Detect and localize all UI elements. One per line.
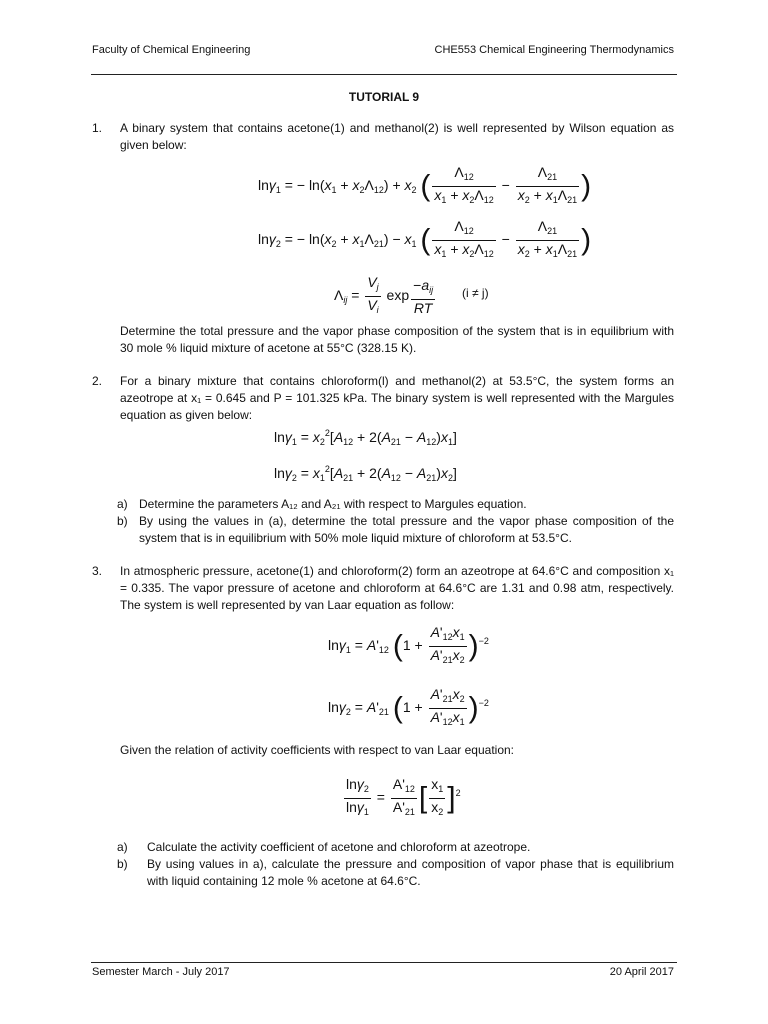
question-1-task: [92, 323, 674, 357]
header-faculty: Faculty of Chemical Engineering: [92, 44, 251, 56]
lambda-condition: (i ≠ j): [462, 286, 489, 300]
wilson-equation-1: lnγ$_1$ = − $\ln(x_1 + x_2\Lambda_{12}) + x_2$ ( $\frac{\Lambda_{12}}{x_1 + x_2\Lambda_{12}}$ − $\frac{\Lambda_{21}}{x_2 + x_1\Lambda_{21}}$ ): [258, 164, 592, 205]
question-2-item-b: [117, 513, 674, 547]
question-2: [92, 373, 674, 424]
wilson-lambda-definition: $\Lambda_{ij}$ = $\frac{V_j}{V_i}$ exp $\frac{-a_{ij}}{RT}$: [334, 274, 434, 316]
footer-rule: [91, 962, 677, 963]
question-number: 1.: [92, 121, 103, 135]
footer-date: 20 April 2017: [609, 966, 674, 978]
header-rule: [91, 74, 677, 75]
question-3-item-b: [117, 856, 674, 890]
margules-equation-1: $\ln\gamma_1 = x_2^2[A_{12} + 2(A_{21} - A_{12})x_1]$: [274, 428, 457, 447]
question-text: In atmospheric pressure, acetone(1) and chloroform(2) form an azeotrope at 64.6°C and composition x₁ = 0.335. The vapor pressure of acetone and chloroform at 64.6°C are 1.31 and 0.98 atm, respectively. The system is well represented by van Laar equation as follow:: [120, 564, 674, 612]
item-text: By using values in a), calculate the pressure and composition of vapor phase that is equilibrium with liquid containing 12 mole % acetone at 64.6°C.: [147, 857, 674, 888]
question-number: 3.: [92, 564, 103, 578]
question-task-text: Determine the total pressure and the vapor phase composition of the system that is in equilibrium with 30 mole % liquid mixture of acetone at 55°C (328.15 K).: [120, 324, 674, 355]
footer-semester: Semester March - July 2017: [92, 966, 230, 978]
page-footer: [92, 966, 674, 978]
question-number: 2.: [92, 374, 103, 388]
page-header: [92, 44, 674, 56]
item-label: b): [117, 514, 128, 528]
question-2-item-a: [117, 496, 674, 513]
van-laar-equation-1: $\ln\gamma_1 = A'_{12}$ (1 + $\frac{A'_{12}x_1}{A'_{21}x_2}$ )$^{-2}$: [328, 624, 489, 665]
item-text: Determine the parameters A₁₂ and A₂₁ with respect to Margules equation.: [139, 497, 527, 511]
page-title: TUTORIAL 9: [348, 90, 420, 104]
wilson-equation-2: lnγ$_2$ = − $\ln(x_2 + x_1\Lambda_{21}) - x_1$ ( $\frac{\Lambda_{12}}{x_1 + x_2\Lambda_{12}}$ − $\frac{\Lambda_{21}}{x_2 + x_1\Lambda_{21}}$ ): [258, 218, 592, 259]
item-label: a): [117, 497, 128, 511]
question-1: [92, 120, 674, 154]
question-text: For a binary mixture that contains chloroform(l) and methanol(2) at 53.5°C, the system forms an azeotrope at x₁ = 0.645 and P = 101.325 kPa. The binary system is well represented with the Margules equation as given below:: [120, 374, 674, 422]
van-laar-ratio-equation: $\frac{\ln\gamma_2}{\ln\gamma_1}$ = $\frac{A'_{12}}{A'_{21}}$ [ $\frac{x_1}{x_2}$ ]$^2$: [346, 776, 461, 817]
question-3-relation: [92, 742, 674, 759]
question-3: [92, 563, 674, 614]
margules-equation-2: $\ln\gamma_2 = x_1^2[A_{21} + 2(A_{12} - A_{21})x_2]$: [274, 464, 457, 483]
question-text: A binary system that contains acetone(1) and methanol(2) is well represented by Wilson equation as given below:: [120, 121, 674, 152]
header-course: CHE553 Chemical Engineering Thermodynamics: [434, 44, 674, 56]
item-text: By using the values in (a), determine the total pressure and the vapor phase composition of the system that is in equilibrium with 50% mole liquid mixture of chloroform at 53.5°C.: [139, 514, 674, 545]
van-laar-equation-2: $\ln\gamma_2 = A'_{21}$ (1 + $\frac{A'_{21}x_2}{A'_{12}x_1}$ )$^{-2}$: [328, 686, 489, 727]
item-text: Calculate the activity coefficient of acetone and chloroform at azeotrope.: [147, 840, 531, 854]
question-3-item-a: [117, 839, 674, 856]
relation-intro-text: Given the relation of activity coefficients with respect to van Laar equation:: [120, 743, 514, 757]
item-label: b): [117, 857, 128, 871]
item-label: a): [117, 840, 128, 854]
